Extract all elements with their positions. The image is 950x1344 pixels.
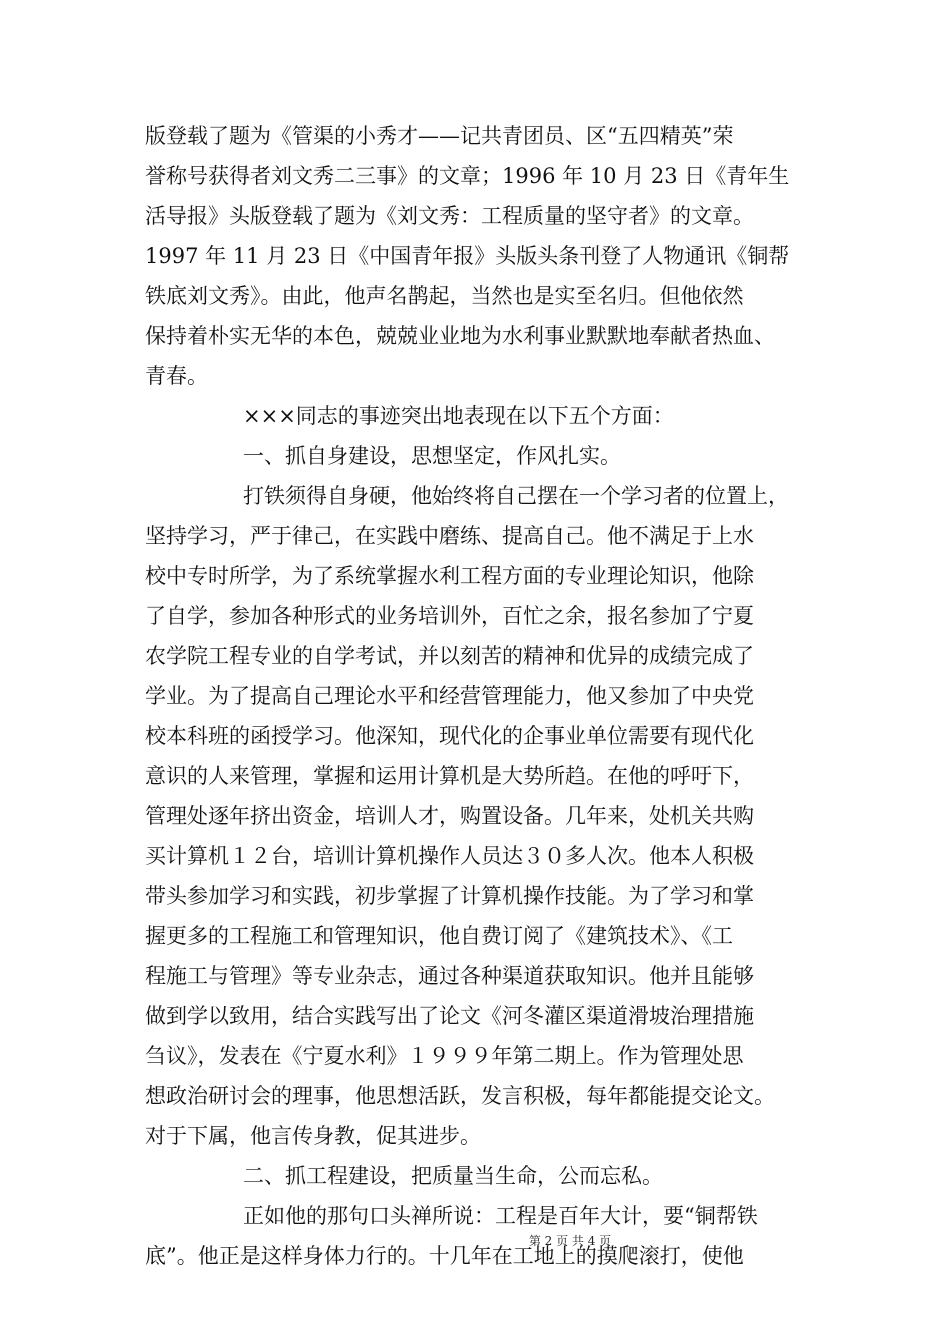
section-heading-1: 一、抓自身建设，思想坚定，作风扎实。 — [243, 444, 621, 468]
text-line: 1997 年 11 月 23 日《中国青年报》头版头条刊登了人物通讯《铜帮 — [145, 244, 790, 268]
text-line: 打铁须得自身硬，他始终将自己摆在一个学习者的位置上， — [243, 484, 789, 508]
page-number: 第 2 页 共 4 页 — [528, 1234, 612, 1248]
text-line: 意识的人来管理，掌握和运用计算机是大势所趋。在他的呼吁下， — [145, 764, 754, 788]
text-line: 校中专时所学，为了系统掌握水利工程方面的专业理论知识，他除 — [145, 564, 754, 588]
text-line: 正如他的那句口头禅所说：工程是百年大计，要“铜帮铁 — [243, 1204, 758, 1228]
text-line: 坚持学习，严于律己，在实践中磨练、提高自己。他不满足于上水 — [145, 524, 754, 548]
text-line: 想政治研讨会的理事，他思想活跃，发言积极，每年都能提交论文。 — [145, 1084, 775, 1108]
text-line: 铁底刘文秀》。由此，他声名鹊起，当然也是实至名归。但他依然 — [145, 284, 744, 308]
text-line: 握更多的工程施工和管理知识，他自费订阅了《建筑技术》、《工 — [145, 924, 733, 948]
text-line: 刍议》，发表在《宁夏水利》１９９９年第二期上。作为管理处思 — [145, 1044, 744, 1068]
text-line: 了自学，参加各种形式的业务培训外，百忙之余，报名参加了宁夏 — [145, 604, 754, 628]
text-line: 买计算机１２台，培训计算机操作人员达３０多人次。他本人积极 — [145, 844, 754, 868]
text-line: 校本科班的函授学习。他深知，现代化的企事业单位需要有现代化 — [145, 724, 754, 748]
text-line: 底”。他正是这样身体力行的。十几年在工地上的摸爬滚打，使他 — [145, 1244, 744, 1268]
text-line: 做到学以致用，结合实践写出了论文《河冬灌区渠道滑坡治理措施 — [145, 1004, 754, 1028]
text-line: 活导报》头版登载了题为《刘文秀：工程质量的坚守者》的文章。 — [145, 204, 754, 228]
text-line: 农学院工程专业的自学考试，并以刻苦的精神和优异的成绩完成了 — [145, 644, 754, 668]
text-line: 对于下属，他言传身教，促其进步。 — [145, 1124, 481, 1148]
text-line: 带头参加学习和实践，初步掌握了计算机操作技能。为了学习和掌 — [145, 884, 754, 908]
document-body — [145, 116, 810, 1276]
text-line: 学业。为了提高自己理论水平和经营管理能力，他又参加了中央党 — [145, 684, 754, 708]
intro-heading: ×××同志的事迹突出地表现在以下五个方面： — [243, 404, 674, 428]
section-heading-2: 二、抓工程建设，把质量当生命，公而忘私。 — [243, 1164, 663, 1188]
text-line: 管理处逐年挤出资金，培训人才，购置设备。几年来，处机关共购 — [145, 804, 754, 828]
text-line: 版登载了题为《管渠的小秀才——记共青团员、区“五四精英”荣 — [145, 124, 734, 148]
text-line: 程施工与管理》等专业杂志，通过各种渠道获取知识。他并且能够 — [145, 964, 754, 988]
text-line: 誉称号获得者刘文秀二三事》的文章；1996 年 10 月 23 日《青年生 — [145, 164, 790, 188]
text-line: 青春。 — [145, 364, 208, 388]
text-line: 保持着朴实无华的本色，兢兢业业地为水利事业默默地奉献者热血、 — [145, 324, 775, 348]
